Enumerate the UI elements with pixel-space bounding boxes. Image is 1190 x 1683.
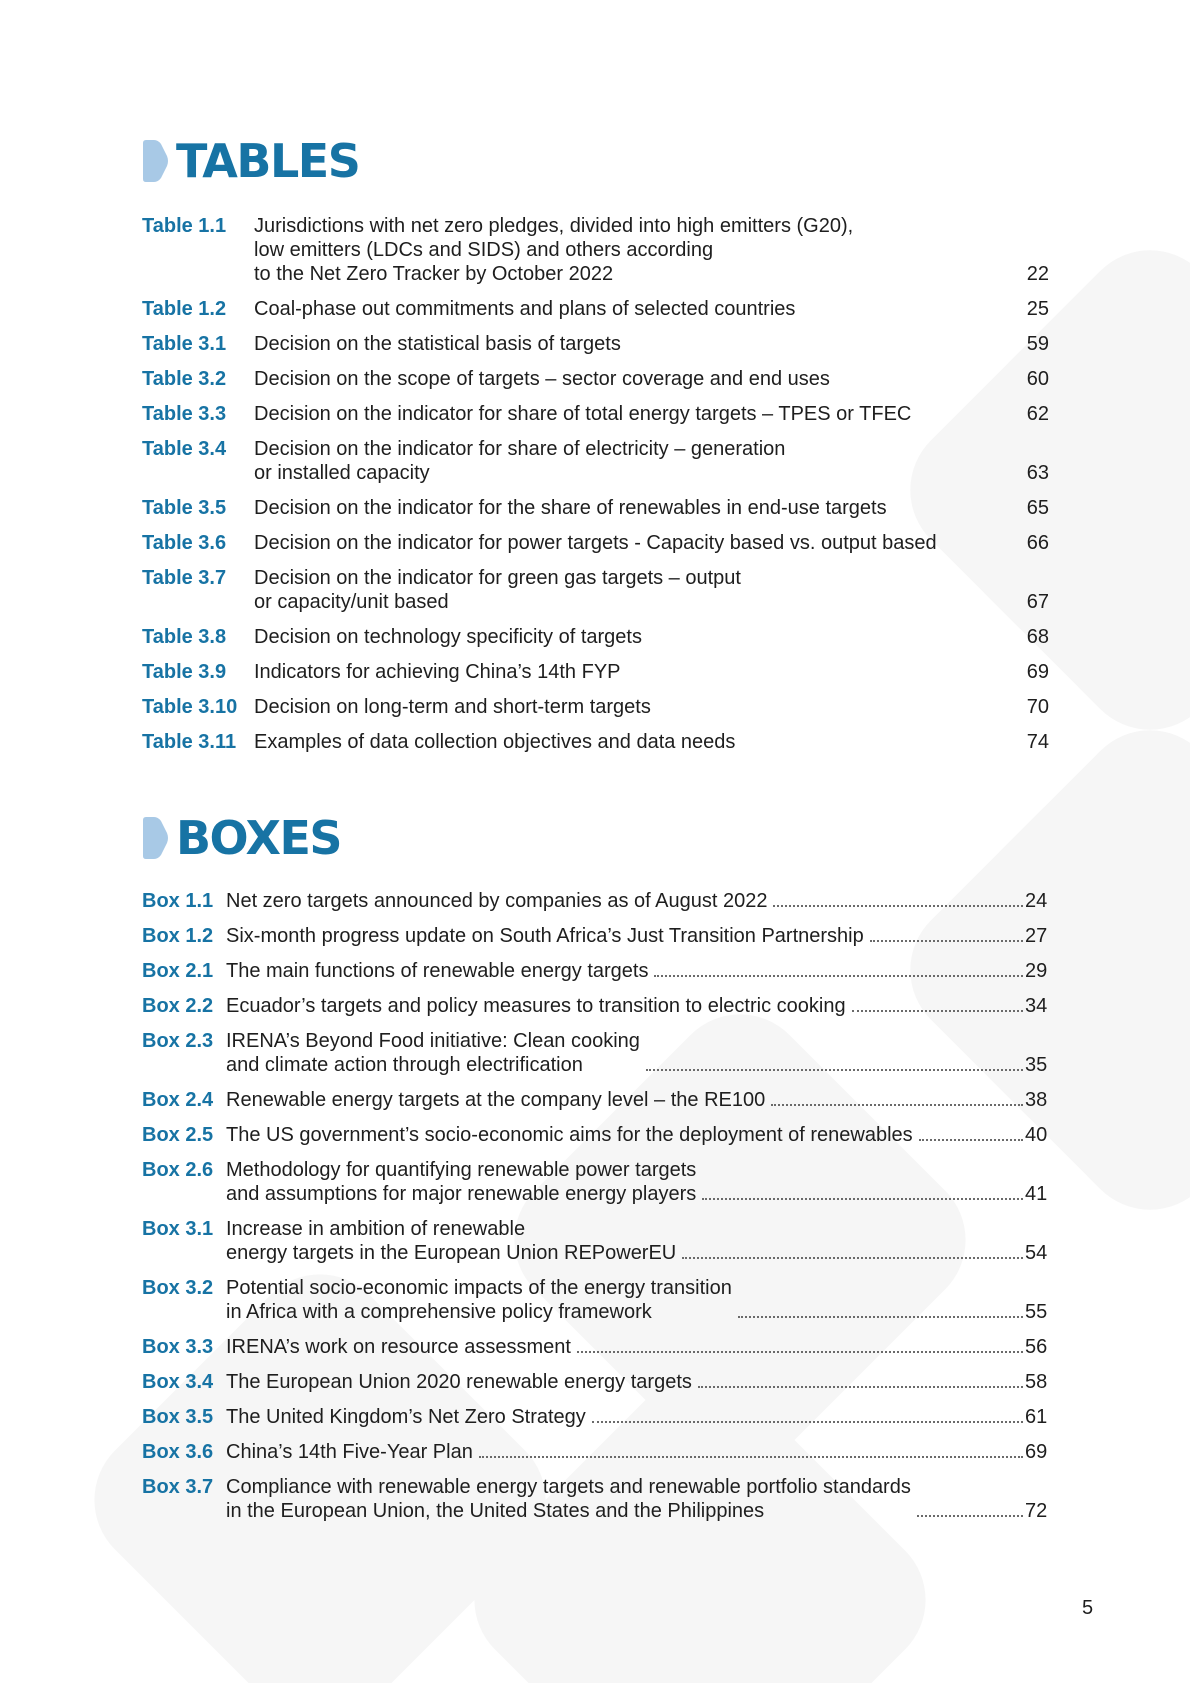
boxes-title: BOXES [176,811,342,865]
entry-page-number: 72 [1025,1500,1048,1522]
box-entry[interactable] [142,1440,1049,1464]
entry-label: Table 3.6 [142,532,227,554]
entry-label: Box 3.6 [142,1441,214,1463]
entry-label: Table 3.4 [142,438,227,460]
entry-page-number: 27 [1025,925,1048,947]
entry-title: Coal-phase out commitments and plans of selected countries [254,298,796,320]
entry-label: Box 1.2 [142,925,214,947]
entry-label: Box 2.4 [142,1089,214,1111]
entry-title [226,1088,1025,1112]
entry-title: Examples of data collection objectives and data needs [254,731,736,753]
entry-title: Decision on the indicator for share of electricity – generation or installed capacity [254,438,786,484]
entry-label: Table 3.9 [142,661,227,683]
entry-title: Decision on the statistical basis of targets [254,333,621,355]
table-entry[interactable] [142,566,1049,614]
entry-title [226,1123,1025,1147]
entry-title [226,1370,1025,1394]
entry-title-text: The European Union 2020 renewable energy targets [226,1371,692,1393]
box-entry[interactable] [142,1217,1049,1265]
entry-label: Table 3.2 [142,368,227,390]
entry-page-number: 58 [1025,1371,1048,1393]
entry-title-text: IRENA’s Beyond Food initiative: Clean cooking and climate action through electrification [226,1030,640,1076]
entry-title-text: Potential socio-economic impacts of the energy transition in Africa with a comprehensive policy framework [226,1277,732,1323]
dot-leader [870,940,1023,942]
entry-title [226,959,1025,983]
dot-leader [577,1351,1023,1353]
entry-page-number: 61 [1025,1406,1048,1428]
table-entry[interactable] [142,297,1049,321]
entry-page-number: 56 [1025,1336,1048,1358]
entry-label: Box 3.7 [142,1476,214,1498]
entry-title-text: The main functions of renewable energy targets [226,960,649,982]
entry-page-number: 69 [1026,661,1049,683]
entry-label: Box 3.1 [142,1218,214,1240]
entry-label: Box 1.1 [142,890,214,912]
entry-page-number: 41 [1025,1183,1048,1205]
dot-leader [771,1104,1023,1106]
entry-page-number: 54 [1025,1242,1048,1264]
entry-title [226,1440,1025,1464]
table-entry[interactable] [142,437,1049,485]
entry-label: Box 2.2 [142,995,214,1017]
entry-page-number: 69 [1025,1441,1048,1463]
dot-leader [919,1139,1023,1141]
entry-page-number: 60 [1026,368,1049,390]
entry-label: Box 3.3 [142,1336,214,1358]
dot-leader [773,905,1023,907]
page-number: 5 [1082,1597,1094,1619]
entry-title [226,889,1025,913]
dot-leader [698,1386,1023,1388]
entry-title: Decision on long-term and short-term targets [254,696,651,718]
entry-title: Decision on technology specificity of targets [254,626,642,648]
entry-label: Box 2.1 [142,960,214,982]
entry-title: Decision on the indicator for share of total energy targets – TPES or TFEC [254,403,912,425]
tables-list [142,214,1049,765]
entry-title: Decision on the indicator for green gas targets – output or capacity/unit based [254,567,741,613]
box-entry[interactable] [142,924,1049,948]
entry-title [226,994,1025,1018]
box-entry[interactable] [142,1088,1049,1112]
box-entry[interactable] [142,959,1049,983]
tables-title: TABLES [176,134,360,188]
entry-title-text: Net zero targets announced by companies as of August 2022 [226,890,768,912]
entry-page-number: 38 [1025,1089,1048,1111]
entry-page-number: 62 [1026,403,1049,425]
entry-title-text: Ecuador’s targets and policy measures to transition to electric cooking [226,995,846,1017]
box-entry[interactable] [142,1405,1049,1429]
table-entry[interactable] [142,402,1049,426]
entry-page-number: 74 [1026,731,1049,753]
entry-page-number: 68 [1026,626,1049,648]
entry-label: Table 3.5 [142,497,227,519]
dot-leader [654,975,1023,977]
dot-leader [682,1257,1023,1259]
entry-title [226,1335,1025,1359]
entry-page-number: 40 [1025,1124,1048,1146]
boxes-list [142,889,1049,1534]
entry-label: Table 1.1 [142,215,227,237]
entry-label: Box 3.5 [142,1406,214,1428]
dot-leader [738,1316,1023,1318]
box-entry[interactable] [142,1158,1049,1206]
entry-title-text: The United Kingdom’s Net Zero Strategy [226,1406,586,1428]
entry-page-number: 55 [1025,1301,1048,1323]
entry-page-number: 25 [1026,298,1049,320]
entry-page-number: 35 [1025,1054,1048,1076]
entry-title-text: China’s 14th Five-Year Plan [226,1441,473,1463]
box-entry[interactable] [142,1370,1049,1394]
chevron-icon [142,138,170,184]
entry-label: Box 2.3 [142,1030,214,1052]
chevron-icon [142,815,170,861]
dot-leader [917,1515,1023,1517]
entry-page-number: 63 [1026,462,1049,484]
entry-title: Decision on the scope of targets – sector coverage and end uses [254,368,830,390]
entry-label: Table 1.2 [142,298,227,320]
entry-page-number: 67 [1026,591,1049,613]
boxes-heading [142,808,341,868]
entry-page-number: 66 [1026,532,1049,554]
entry-label: Box 2.6 [142,1159,214,1181]
table-entry[interactable] [142,730,1049,754]
table-entry[interactable] [142,660,1049,684]
entry-page-number: 29 [1025,960,1048,982]
table-entry[interactable] [142,695,1049,719]
entry-title: Decision on the indicator for the share of renewables in end-use targets [254,497,887,519]
box-entry[interactable] [142,1475,1049,1523]
entry-title: Indicators for achieving China’s 14th FYP [254,661,621,683]
entry-title-text: Renewable energy targets at the company level – the RE100 [226,1089,766,1111]
dot-leader [852,1010,1023,1012]
entry-page-number: 22 [1026,263,1049,285]
entry-page-number: 34 [1025,995,1048,1017]
entry-label: Table 3.10 [142,696,238,718]
entry-label: Box 3.2 [142,1277,214,1299]
table-entry[interactable] [142,625,1049,649]
entry-label: Box 3.4 [142,1371,214,1393]
tables-heading [142,131,359,191]
entry-label: Table 3.11 [142,731,237,753]
box-entry[interactable] [142,1123,1049,1147]
entry-label: Table 3.7 [142,567,227,589]
entry-title: Jurisdictions with net zero pledges, divided into high emitters (G20), low emitters (LDCs and SIDS) and others according to the Net Zero Tracker by October 2022 [254,215,854,285]
entry-page-number: 70 [1026,696,1049,718]
entry-title [226,1405,1025,1429]
entry-page-number: 24 [1025,890,1048,912]
entry-title-text: Six-month progress update on South Africa’s Just Transition Partnership [226,925,864,947]
entry-title [226,924,1025,948]
dot-leader [592,1421,1023,1423]
entry-page-number: 65 [1026,497,1049,519]
dot-leader [646,1069,1023,1071]
dot-leader [479,1456,1023,1458]
entry-title: Decision on the indicator for power targets - Capacity based vs. output based [254,532,937,554]
entry-title [226,1276,1025,1324]
entry-label: Table 3.8 [142,626,227,648]
entry-title-text: The US government’s socio-economic aims for the deployment of renewables [226,1124,913,1146]
box-entry[interactable] [142,994,1049,1018]
entry-title [226,1217,1025,1265]
entry-label: Table 3.3 [142,403,227,425]
box-entry[interactable] [142,1335,1049,1359]
table-entry[interactable] [142,367,1049,391]
entry-title-text: Methodology for quantifying renewable power targets and assumptions for major renewable energy players [226,1159,697,1205]
entry-page-number: 59 [1026,333,1049,355]
table-entry[interactable] [142,214,1049,286]
entry-title [226,1029,1025,1077]
entry-title-text: Compliance with renewable energy targets and renewable portfolio standards in the European Union, the United States and the Philippines [226,1476,911,1522]
table-entry[interactable] [142,496,1049,520]
entry-label: Box 2.5 [142,1124,214,1146]
entry-title-text: IRENA’s work on resource assessment [226,1336,571,1358]
table-entry[interactable] [142,531,1049,555]
box-entry[interactable] [142,1029,1049,1077]
dot-leader [702,1198,1023,1200]
entry-label: Table 3.1 [142,333,227,355]
entry-title [226,1475,1025,1523]
table-entry[interactable] [142,332,1049,356]
entry-title [226,1158,1025,1206]
box-entry[interactable] [142,889,1049,913]
box-entry[interactable] [142,1276,1049,1324]
entry-title-text: Increase in ambition of renewable energy targets in the European Union REPowerEU [226,1218,677,1264]
